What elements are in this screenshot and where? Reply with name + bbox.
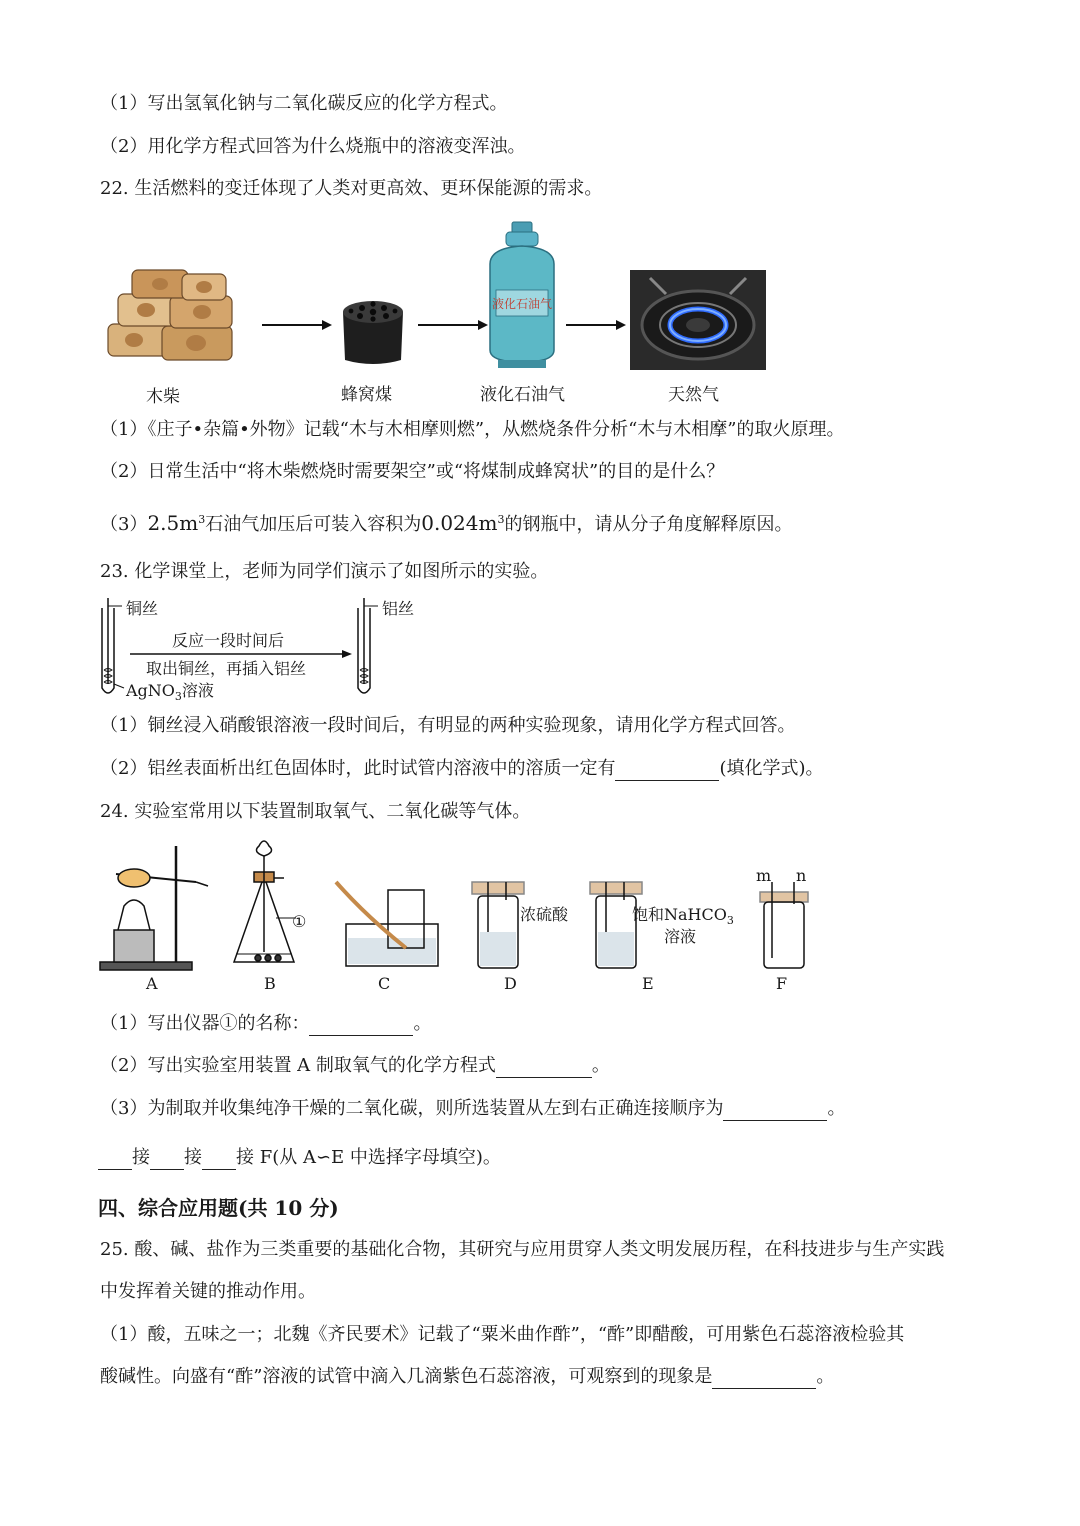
- q25-stem-1: 25. 酸、碱、盐作为三类重要的基础化合物，其研究与应用贯穿人类文明发展历程，在科技进步与生产实践: [100, 1239, 945, 1260]
- q22-sub2: （2）日常生活中“将木柴燃烧时需要架空”或“将煤制成蜂窝状”的目的是什么？: [100, 461, 725, 482]
- q24-stem: 24. 实验室常用以下装置制取氧气、二氧化碳等气体。: [100, 801, 531, 822]
- firewood-image: [104, 266, 244, 366]
- instrument-marker-1: ①: [292, 912, 307, 931]
- lpg-cylinder-image: [482, 220, 562, 372]
- gas-stove-image: [630, 270, 766, 370]
- answer-blank[interactable]: [202, 1151, 236, 1170]
- arrow-right-icon: [260, 318, 334, 332]
- caption-natural-gas: 天然气: [668, 385, 719, 405]
- apparatus-label-b: B: [264, 974, 276, 993]
- answer-blank[interactable]: [712, 1370, 816, 1389]
- q25-sub1-2: 酸碱性。向盛有“酢”溶液的试管中滴入几滴紫色石蕊溶液，可观察到的现象是 。: [100, 1366, 835, 1387]
- answer-blank[interactable]: [150, 1151, 184, 1170]
- q24-sub3: （3）为制取并收集纯净干燥的二氧化碳，则所选装置从左到右正确连接顺序为 。: [100, 1098, 846, 1119]
- arrow-label-top: 反应一段时间后: [172, 631, 285, 650]
- q23-stem: 23. 化学课堂上，老师为同学们演示了如图所示的实验。: [100, 561, 549, 582]
- answer-blank[interactable]: [615, 762, 719, 781]
- label-copper-wire: 铜丝: [126, 599, 159, 618]
- apparatus-label-d: D: [504, 974, 517, 993]
- label-port-m: m: [756, 866, 772, 885]
- q24-order: 接 接 接 F(从 A∽E 中选择字母填空)。: [98, 1146, 501, 1170]
- cylinder-label: 液化石油气: [491, 297, 553, 311]
- apparatus-label-e: E: [642, 974, 654, 993]
- arrow-label-bottom: 取出铜丝，再插入铝丝: [146, 659, 307, 678]
- label-aluminum-wire: 铝丝: [382, 599, 415, 618]
- answer-blank[interactable]: [723, 1102, 827, 1121]
- arrow-right-icon: [564, 318, 628, 332]
- arrow-right-icon: [416, 318, 490, 332]
- label-nahco3: 饱和NaHCO$_3$: [632, 905, 734, 928]
- apparatus-label-f: F: [776, 974, 788, 993]
- label-silver-nitrate: AgNO$_3$溶液: [126, 681, 214, 704]
- q22-sub1: （1）《庄子•杂篇•外物》记载“木与木相摩则燃”，从燃烧条件分析“木与木相摩”的取火原理。: [100, 419, 845, 440]
- caption-briquette: 蜂窝煤: [341, 385, 392, 405]
- honeycomb-briquette-image: [340, 298, 406, 368]
- q22-sub3: $(3)2.5m^3$石油气加压后可装入容积为$0.024m^3$的钢瓶中，请从分子角度解释原因。: [100, 511, 793, 535]
- q24-sub1: （1）写出仪器①的名称： 。: [100, 1013, 432, 1034]
- q24-sub2: （2）写出实验室用装置 A 制取氧气的化学方程式 。: [100, 1055, 610, 1076]
- answer-blank[interactable]: [98, 1151, 132, 1170]
- q21-sub2: （2）用化学方程式回答为什么烧瓶中的溶液变浑浊。: [100, 136, 526, 157]
- apparatus-label-a: A: [146, 974, 158, 993]
- q25-sub1-1: （1）酸，五味之一；北魏《齐民要术》记载了“粟米曲作酢”，“酢”即醋酸，可用紫色石蕊溶液检验其: [100, 1324, 905, 1345]
- label-solution: 溶液: [664, 927, 697, 946]
- answer-blank[interactable]: [309, 1017, 413, 1036]
- q25-stem-2: 中发挥着关键的推动作用。: [100, 1281, 316, 1302]
- q22-stem: 22. 生活燃料的变迁体现了人类对更高效、更环保能源的需求。: [100, 178, 603, 199]
- q21-sub1: （1）写出氢氧化钠与二氧化碳反应的化学方程式。: [100, 93, 508, 114]
- q23-sub2: （2）铝丝表面析出红色固体时，此时试管内溶液中的溶质一定有 (填化学式)。: [100, 758, 824, 779]
- section-title: 四、综合应用题(共 10 分): [98, 1196, 339, 1220]
- answer-blank[interactable]: [496, 1059, 592, 1078]
- apparatus-label-c: C: [378, 974, 391, 993]
- caption-lpg: 液化石油气: [480, 385, 565, 405]
- q23-sub1: （1）铜丝浸入硝酸银溶液一段时间后，有明显的两种实验现象，请用化学方程式回答。: [100, 715, 796, 736]
- label-port-n: n: [796, 866, 807, 885]
- label-conc-sulfuric-acid: 浓硫酸: [520, 905, 569, 924]
- caption-firewood: 木柴: [146, 387, 180, 407]
